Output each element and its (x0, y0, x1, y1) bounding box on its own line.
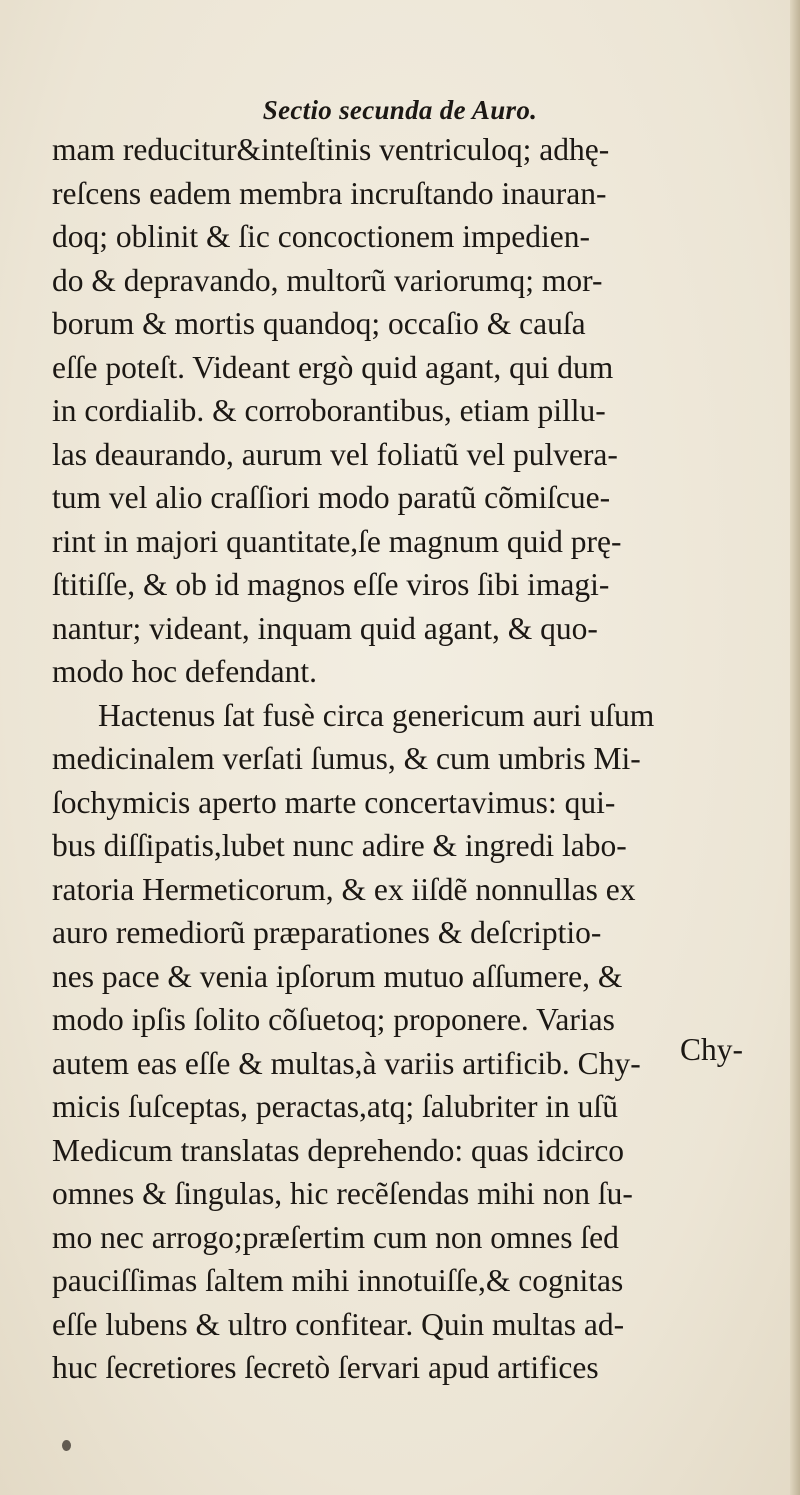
text-line: bus diſſipatis,lubet nunc adire & ingredi labo- (52, 828, 627, 863)
text-line: do & depravando, multorũ variorumq; mor- (52, 262, 603, 298)
text-line: mam reducitur&inteſtinis ventriculoq; adhę- (52, 132, 610, 167)
text-line: borum & mortis quandoq; occaſio & cauſa (52, 306, 586, 341)
text-line: tum vel alio craſſiori modo paratũ cõmiſcue- (52, 480, 611, 515)
text-line: omnes & ſingulas, hic recẽſendas mihi non ſu- (52, 1176, 633, 1211)
text-line: huc ſecretiores ſecretò ſervari apud artifices (52, 1350, 599, 1385)
text-line: modo hoc defendant. (52, 654, 318, 689)
ink-smudge (62, 1440, 71, 1451)
text-line: ratoria Hermeticorum, & ex iiſdẽ nonnullas ex (52, 871, 636, 907)
text-line: micis ſuſceptas, peractas,atq; ſalubriter in uſũ (52, 1089, 618, 1124)
catchword: Chy- (680, 1032, 743, 1067)
text-line: modo ipſis ſolito cõſuetoq; proponere. Varias (52, 1002, 615, 1037)
text-line: in cordialib. & corroborantibus, etiam pillu- (52, 393, 606, 428)
text-line: auro remediorũ præparationes & deſcriptio- (52, 915, 602, 950)
text-line: pauciſſimas ſaltem mihi innotuiſſe,& cognitas (52, 1263, 624, 1298)
text-line: eſſe poteſt. Videant ergò quid agant, qui dum (52, 349, 614, 385)
text-line: rint in majori quantitate,ſe magnum quid prę- (52, 523, 622, 559)
text-line: las deaurando, aurum vel foliatũ vel pulvera- (52, 436, 618, 472)
text-line: doq; oblinit & ſic concoctionem impedien- (52, 219, 591, 254)
text-line: ſtitiſſe, & ob id magnos eſſe viros ſibi imagi- (52, 567, 610, 602)
text-line: mo nec arrogo;præſertim cum non omnes ſed (52, 1219, 619, 1255)
text-line: ſochymicis aperto marte concertavimus: qui- (52, 784, 616, 820)
text-line: medicinalem verſati ſumus, & cum umbris Mi- (52, 741, 641, 776)
running-title: Sectio secunda de Auro. (262, 95, 538, 125)
paragraph-start-line: Hactenus ſat fusè circa genericum auri uſum (98, 697, 655, 733)
text-line: autem eas eſſe & multas,à variis artificib. Chy- (52, 1045, 641, 1081)
text-line: Medicum translatas deprehendo: quas idcirco (52, 1132, 625, 1168)
body-text (52, 128, 792, 1390)
text-line: nantur; videant, inquam quid agant, & quo- (52, 610, 598, 646)
text-line: eſſe lubens & ultro confitear. Quin multas ad- (52, 1306, 625, 1342)
text-line: reſcens eadem membra incruſtando inauran- (52, 175, 607, 211)
text-line: nes pace & venia ipſorum mutuo aſſumere, & (52, 958, 623, 994)
